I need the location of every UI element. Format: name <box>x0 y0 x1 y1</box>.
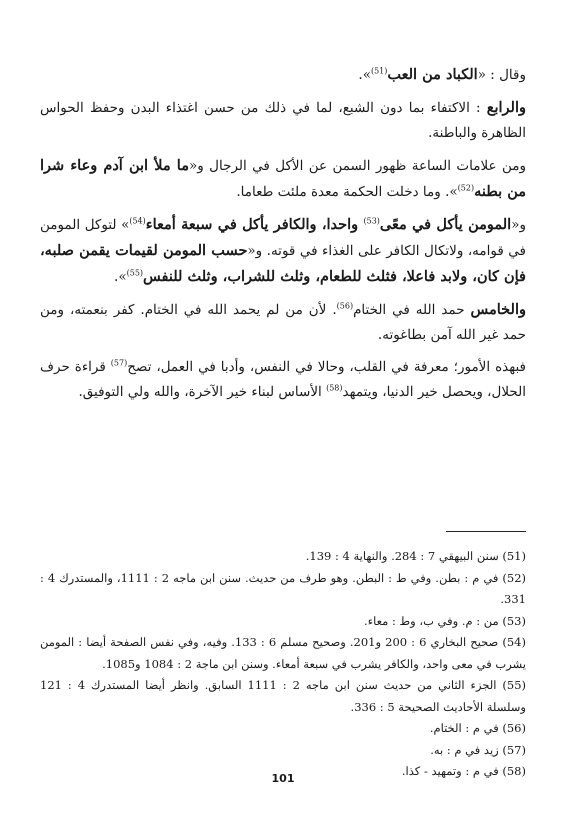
p6-text1: فبهذه الأمور؛ معرفة في القلب، وحالا في النفس، وأدبا في العمل، تصح <box>127 359 526 375</box>
footnote-52: (52) في م : بطن. وفي ط : البطن. وهو طرف من حديث. سنن ابن ماجه 2 : 1111، والمستدرك 4 : 331. <box>40 570 527 606</box>
footnote-53: (53) من : م. وفي ب، وط : معاء. <box>364 613 526 628</box>
footnote-57: (57) زيد في م : به. <box>430 742 526 757</box>
footnote-ref-55: (55) <box>126 268 144 278</box>
p5-text2: . لأن من لم يحمد الله في الختام. كفر بنعمته، ومن حمد غير الله آمن بطاغوته. <box>40 302 526 343</box>
p4-pre: و« <box>511 217 526 233</box>
p5-text1: حمد الله في الختام <box>353 302 471 318</box>
p6-text3: الأساس لبناء خير الآخرة، والله ولي التوفيق. <box>78 384 327 400</box>
footnote-56: (56) في م : الختام. <box>429 721 526 735</box>
footnote-ref-53: (53) <box>363 216 380 226</box>
p1-end: ». <box>358 67 371 83</box>
p6-text2: قراءة حرف الحلال، ويحصل خير الدنيا، ويتمهد <box>40 359 526 400</box>
p3-text1: ومن علامات الساعة ظهور السمن عن الأكل في الرجال و« <box>189 158 526 174</box>
p4-text1: » لتوكل المومن في قوامه، ولاتكال الكافر على الغذاء في قوته. و« <box>40 217 526 259</box>
paragraph-2 <box>40 95 526 146</box>
p5-bold: والخامس <box>470 301 526 318</box>
footnote-ref-54: (54) <box>129 216 146 226</box>
p4-end: ». <box>114 269 127 285</box>
paragraph-5 <box>40 297 526 348</box>
paragraph-3 <box>40 153 526 205</box>
footnotes <box>40 546 526 783</box>
p1-text: وقال : « <box>477 67 526 83</box>
footnote-58: (58) في م : وتمهيد - كذا. <box>401 764 526 778</box>
footnote-51: (51) سنن البيهقي 7 : 284. والنهاية 4 : 139. <box>305 549 526 563</box>
p2-bold: والرابع <box>486 99 526 116</box>
footnote-divider <box>446 531 526 532</box>
p4-bold3: حسب المومن لقيمات يقمن صلبه، فإن كان، ولابد فاعلا، فثلث للطعام، وثلث للشراب، وثلث للنفس <box>40 242 526 285</box>
page-number: 101 <box>271 772 295 785</box>
p3-bold: ما ملأ ابن آدم وعاء شرا من بطنه <box>40 157 526 200</box>
p1-bold: الكباد من العب <box>387 66 478 83</box>
main-text <box>40 62 526 412</box>
paragraph-6 <box>40 355 526 405</box>
footnote-ref-58: (58) <box>326 383 343 393</box>
footnote-ref-52: (52) <box>457 183 475 193</box>
paragraph-4 <box>40 212 526 290</box>
footnote-ref-51: (51) <box>370 66 388 76</box>
p4-bold2: واحدا، والكافر يأكل في سبعة أمعاء <box>145 216 364 233</box>
footnote-ref-57: (57) <box>110 358 128 368</box>
footnote-54: (54) صحيح البخاري 6 : 200 و201. وصحيح مسلم 6 : 133. وفيه، وفي نفس الصفحة أيضا : المومن يشرب في معى واحد، والكافر يشرب في سبعة أمعاء. وسنن ابن ماجة 2 : 1084 و1085. <box>40 635 526 671</box>
footnote-55: (55) الجزء الثاني من حديث سنن ابن ماجه 2 : 1111 السابق. وانظر أيضا المستدرك 4 : 121 وسلسلة الأحاديث الصحيحة 5 : 336. <box>40 678 527 714</box>
p2-text: : الاكتفاء بما دون الشبع، لما في ذلك من حسن اغتذاء البدن وحفظ الحواس الظاهرة والباطنة. <box>40 100 526 141</box>
p4-bold1: المومن يأكل في معًى <box>379 216 512 233</box>
p3-text2: ». وما دخلت الحكمة معدة ملئت طعاما. <box>236 184 458 200</box>
footnote-ref-56: (56) <box>336 301 354 311</box>
paragraph-1 <box>40 62 526 88</box>
